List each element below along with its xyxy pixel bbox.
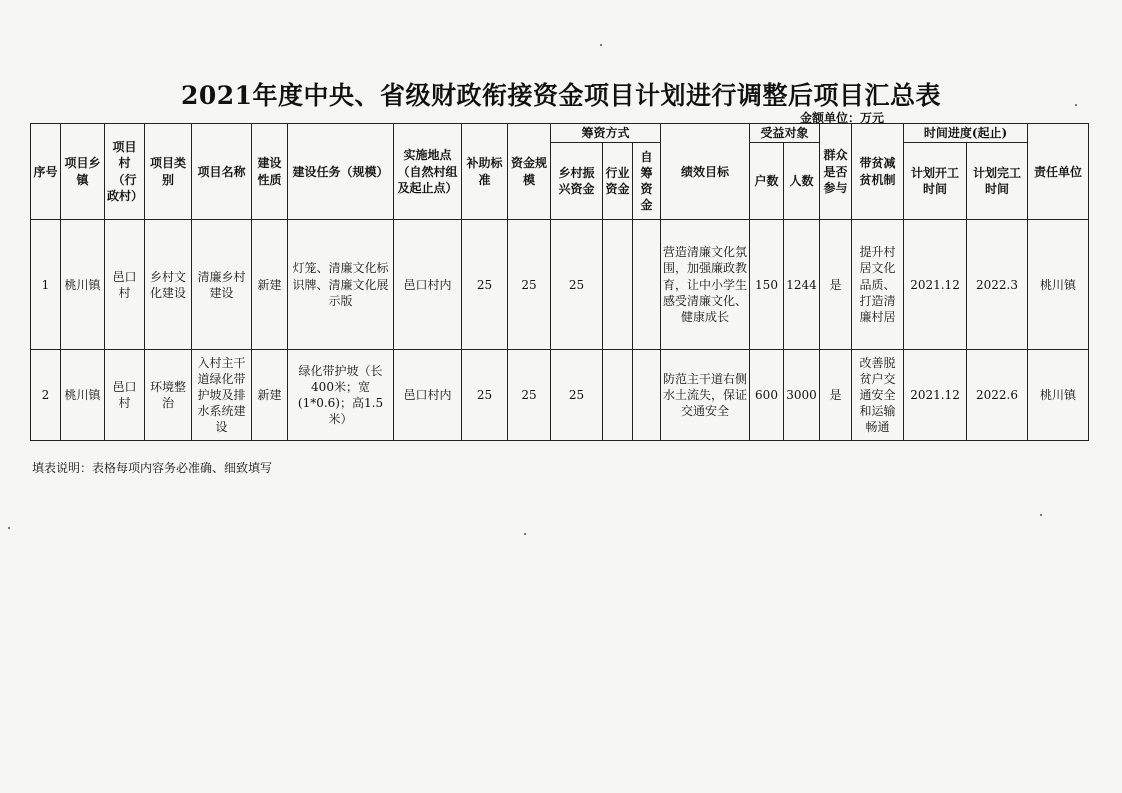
cell-name: 入村主干道绿化带护坡及排水系统建设: [192, 350, 252, 441]
cell-fund-rural: 25: [551, 220, 603, 350]
header-time-group: 时间进度(起止): [904, 124, 1028, 143]
header-task: 建设任务（规模）: [288, 124, 394, 220]
page-title: 2021年度中央、省级财政衔接资金项目计划进行调整后项目汇总表: [180, 81, 942, 110]
cell-name: 清廉乡村建设: [192, 220, 252, 350]
header-category: 项目类别: [145, 124, 192, 220]
cell-fund-rural: 25: [551, 350, 603, 441]
header-fund-self: 自筹资金: [633, 143, 661, 220]
cell-mechanism: 改善脱贫户交通安全和运输畅通: [852, 350, 904, 441]
scan-speck: [600, 44, 602, 46]
header-name: 项目名称: [192, 124, 252, 220]
cell-category: 环境整治: [145, 350, 192, 441]
header-fund-industry: 行业资金: [603, 143, 633, 220]
cell-location: 邑口村内: [394, 220, 462, 350]
cell-seq: 2: [31, 350, 61, 441]
amount-unit-label: 金额单位：万元: [800, 111, 885, 125]
header-nature: 建设性质: [252, 124, 288, 220]
header-unit: 责任单位: [1028, 124, 1089, 220]
scan-speck: [524, 533, 526, 535]
header-town: 项目乡镇: [61, 124, 105, 220]
header-location: 实施地点（自然村组及起止点）: [394, 124, 462, 220]
cell-town: 桃川镇: [61, 220, 105, 350]
cell-village: 邑口村: [105, 220, 145, 350]
cell-start: 2021.12: [904, 350, 967, 441]
cell-goal: 营造清廉文化氛围，加强廉政教育，让中小学生感受清廉文化、健康成长: [661, 220, 750, 350]
cell-seq: 1: [31, 220, 61, 350]
fill-instructions-note: 填表说明：表格每项内容务必准确、细致填写: [32, 461, 273, 475]
cell-town: 桃川镇: [61, 350, 105, 441]
cell-participation: 是: [820, 220, 852, 350]
cell-fund-self: [633, 350, 661, 441]
header-subsidy: 补助标准: [462, 124, 508, 220]
project-summary-table: [30, 123, 1089, 441]
cell-location: 邑口村内: [394, 350, 462, 441]
cell-fund-industry: [603, 350, 633, 441]
header-end: 计划完工时间: [967, 143, 1028, 220]
cell-village: 邑口村: [105, 350, 145, 441]
header-households: 户数: [750, 143, 784, 220]
cell-persons: 3000: [784, 350, 820, 441]
header-persons: 人数: [784, 143, 820, 220]
header-goal: 绩效目标: [661, 124, 750, 220]
cell-households: 150: [750, 220, 784, 350]
cell-nature: 新建: [252, 220, 288, 350]
cell-scale: 25: [508, 350, 551, 441]
cell-subsidy: 25: [462, 220, 508, 350]
scan-speck: [8, 527, 10, 529]
cell-households: 600: [750, 350, 784, 441]
cell-start: 2021.12: [904, 220, 967, 350]
header-start: 计划开工时间: [904, 143, 967, 220]
header-participation: 群众是否参与: [820, 124, 852, 220]
cell-scale: 25: [508, 220, 551, 350]
cell-persons: 1244: [784, 220, 820, 350]
cell-end: 2022.6: [967, 350, 1028, 441]
cell-participation: 是: [820, 350, 852, 441]
header-village: 项目村（行政村）: [105, 124, 145, 220]
cell-unit: 桃川镇: [1028, 350, 1089, 441]
cell-nature: 新建: [252, 350, 288, 441]
cell-subsidy: 25: [462, 350, 508, 441]
header-seq: 序号: [31, 124, 61, 220]
scan-speck: [1075, 104, 1077, 106]
table-row: [31, 350, 1089, 441]
header-mechanism: 带贫减贫机制: [852, 124, 904, 220]
cell-unit: 桃川镇: [1028, 220, 1089, 350]
scan-speck: [1040, 514, 1042, 516]
header-fund-rural: 乡村振兴资金: [551, 143, 603, 220]
cell-task: 灯笼、清廉文化标识牌、清廉文化展示版: [288, 220, 394, 350]
cell-category: 乡村文化建设: [145, 220, 192, 350]
cell-fund-industry: [603, 220, 633, 350]
cell-end: 2022.3: [967, 220, 1028, 350]
cell-goal: 防范主干道右侧水土流失，保证交通安全: [661, 350, 750, 441]
header-beneficiary-group: 受益对象: [750, 124, 820, 143]
table-row: [31, 220, 1089, 350]
cell-fund-self: [633, 220, 661, 350]
header-scale: 资金规模: [508, 124, 551, 220]
cell-mechanism: 提升村居文化品质、打造清廉村居: [852, 220, 904, 350]
header-funding-group: 筹资方式: [551, 124, 661, 143]
cell-task: 绿化带护坡（长400米；宽(1*0.6)；高1.5米）: [288, 350, 394, 441]
